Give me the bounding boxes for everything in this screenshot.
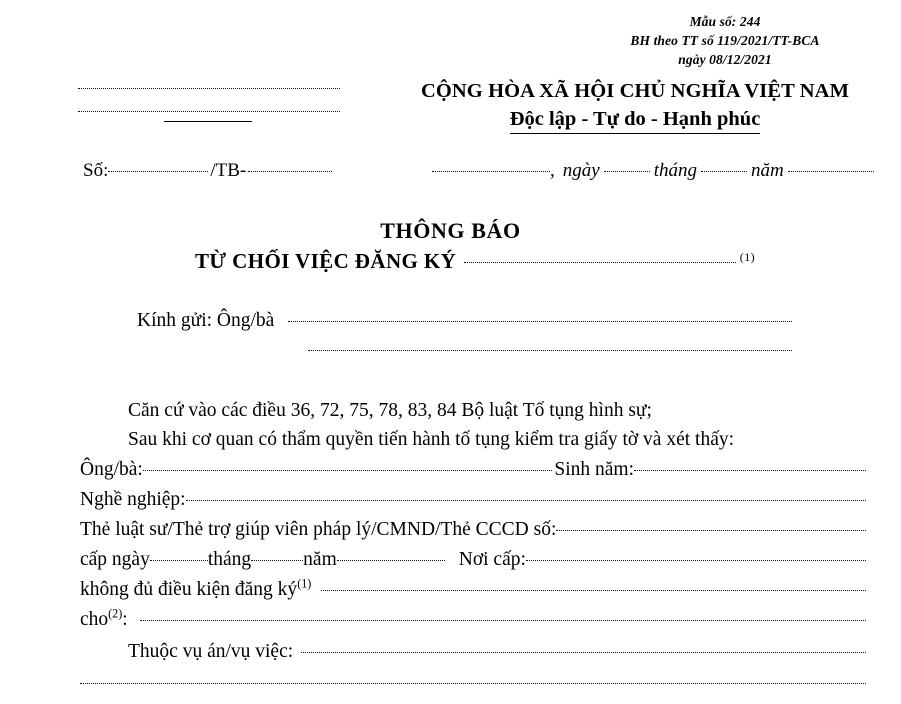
occupation-label: Nghề nghiệp: (80, 489, 186, 510)
place-field[interactable] (432, 171, 550, 172)
document-subtitle-note: (1) (739, 250, 755, 264)
ineligible-field[interactable] (321, 590, 866, 591)
document-number-suffix-field[interactable] (248, 171, 332, 172)
issue-place-label: Nơi cấp: (458, 549, 526, 570)
full-name-field[interactable] (143, 470, 553, 471)
agency-underline-rule (164, 121, 252, 122)
issue-year-label: năm (303, 549, 337, 570)
recipient-field-line-2[interactable] (308, 350, 792, 351)
issue-month-label: tháng (207, 549, 252, 570)
issue-day-field[interactable] (150, 560, 208, 561)
issue-year-field[interactable] (337, 560, 445, 561)
ineligible-note: (1) (297, 576, 312, 591)
date-year-field[interactable] (788, 171, 874, 172)
issue-place-field[interactable] (526, 560, 866, 561)
agency-line-2 (78, 111, 340, 112)
document-number-line (83, 160, 343, 182)
full-name-label: Ông/bà: (80, 459, 143, 480)
date-line (432, 160, 844, 182)
document-subtitle-row (195, 249, 755, 274)
date-year-label: năm (750, 160, 784, 181)
field-row-case (128, 641, 866, 663)
field-row-full-name (80, 459, 866, 481)
issue-day-label: cấp ngày (80, 549, 150, 570)
legal-basis-paragraph: Căn cứ vào các điều 36, 72, 75, 78, 83, 84 Bộ luật Tố tụng hình sự; (128, 400, 652, 421)
case-label: Thuộc vụ án/vụ việc: (128, 641, 294, 662)
form-code-block (560, 12, 890, 69)
date-day-field[interactable] (604, 171, 650, 172)
document-subtitle: TỪ CHỐI VIỆC ĐĂNG KÝ (195, 249, 457, 273)
form-code-line-3: ngày 08/12/2021 (678, 52, 772, 67)
for-whom-label: cho (80, 609, 109, 630)
case-field[interactable] (301, 652, 866, 653)
document-subtitle-field[interactable] (464, 262, 736, 263)
review-statement-paragraph: Sau khi cơ quan có thẩm quyền tiến hành tố tụng kiểm tra giấy tờ và xét thấy: (128, 429, 735, 450)
document-number-label: Số: (83, 160, 109, 181)
document-title: THÔNG BÁO (380, 218, 521, 243)
birth-year-field[interactable] (634, 470, 866, 471)
recipient-block (137, 310, 792, 351)
country-name: CỘNG HÒA XÃ HỘI CHỦ NGHĨA VIỆT NAM (420, 80, 850, 102)
for-whom-note: (2) (108, 606, 123, 621)
form-code-line-1: Mẫu số: 244 (689, 14, 761, 29)
agency-line-1 (78, 88, 340, 89)
ineligible-label: không đủ điều kiện đăng ký (80, 579, 298, 600)
national-heading (400, 80, 870, 134)
recipient-label: Kính gửi: Ông/bà (137, 310, 275, 331)
for-whom-field[interactable] (140, 620, 866, 621)
case-field-line-2[interactable] (80, 683, 866, 684)
field-row-for-whom (80, 606, 866, 631)
field-row-ineligible (80, 576, 866, 601)
recipient-field[interactable] (288, 321, 792, 322)
date-comma: , (550, 160, 555, 181)
issue-month-field[interactable] (251, 560, 303, 561)
form-code-line-2: BH theo TT số 119/2021/TT-BCA (630, 33, 820, 48)
document-number-field[interactable] (108, 171, 208, 172)
issuing-agency-block (78, 88, 340, 122)
id-card-field[interactable] (556, 530, 866, 531)
for-whom-colon: : (122, 609, 128, 630)
national-motto: Độc lập - Tự do - Hạnh phúc (510, 108, 761, 134)
field-row-occupation (80, 489, 866, 511)
document-number-separator: /TB- (210, 160, 247, 181)
field-row-issue-date (80, 549, 866, 571)
occupation-field[interactable] (186, 500, 866, 501)
date-day-label: ngày (562, 160, 600, 181)
id-card-label: Thẻ luật sư/Thẻ trợ giúp viên pháp lý/CMND/Thẻ CCCD số: (80, 519, 557, 540)
birth-year-label: Sinh năm: (554, 459, 634, 480)
date-month-label: tháng (653, 160, 697, 181)
recipient-row (137, 310, 792, 332)
date-month-field[interactable] (701, 171, 747, 172)
field-row-id-card (80, 519, 866, 541)
